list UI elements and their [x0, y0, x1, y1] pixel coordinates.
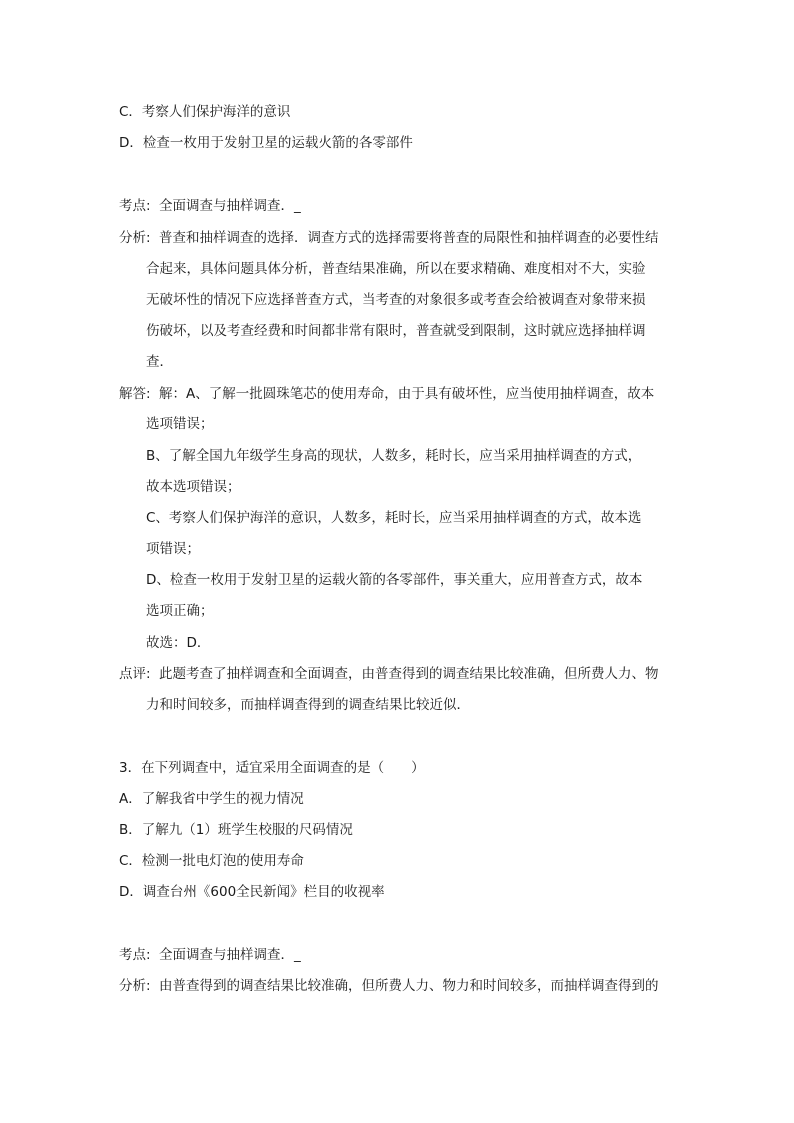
q2-dianping: [119, 664, 659, 684]
q3-option-d: D．调查台州《600全民新闻》栏目的收视率: [119, 884, 385, 900]
fenxi-line: 查．: [146, 354, 173, 370]
q2-kaodian: [119, 196, 301, 216]
fenxi-label: 分析:: [119, 978, 151, 994]
jieda-line: 项错误；: [146, 541, 200, 557]
jieda-line: 选项正确；: [146, 603, 214, 619]
q3-option-a: A．了解我省中学生的视力情况: [119, 791, 304, 807]
q3-fenxi: [119, 976, 659, 996]
kaodian-text: 全面调查与抽样调查．_: [159, 947, 301, 963]
jieda-line: D、检查一枚用于发射卫星的运载火箭的各零部件，事关重大，应用普查方式，故本: [146, 572, 643, 588]
dianping-label: 点评:: [119, 666, 151, 682]
kaodian-label: 考点:: [119, 198, 151, 214]
jieda-line: 选项错误；: [146, 416, 214, 432]
jieda-line: 解：A、了解一批圆珠笔芯的使用寿命，由于具有破坏性，应当使用抽样调查，故本: [159, 386, 655, 402]
q3-stem: 3．在下列调查中，适宜采用全面调查的是（ ）: [119, 760, 425, 776]
fenxi-line: 伤破坏，以及考查经费和时间都非常有限时，普查就受到限制，这时就应选择抽样调: [146, 323, 646, 339]
dianping-line: 力和时间较多，而抽样调查得到的调查结果比较近似．: [146, 697, 470, 713]
jieda-line: C、考察人们保护海洋的意识，人数多，耗时长，应当采用抽样调查的方式，故本选: [146, 510, 642, 526]
q2-jieda: [119, 384, 654, 404]
fenxi-label: 分析:: [119, 230, 151, 246]
kaodian-label: 考点:: [119, 947, 151, 963]
fenxi-line: 由普查得到的调查结果比较准确，但所费人力、物力和时间较多，而抽样调查得到的: [159, 978, 659, 994]
q3-option-c: C．检测一批电灯泡的使用寿命: [119, 853, 304, 869]
dianping-line: 此题考查了抽样调查和全面调查，由普查得到的调查结果比较准确，但所费人力、物: [159, 666, 659, 682]
fenxi-line: 无破坏性的情况下应选择普查方式，当考查的对象很多或考查会给被调查对象带来损: [146, 292, 646, 308]
q3-option-b: B．了解九（1）班学生校服的尺码情况: [119, 822, 353, 838]
jieda-line: 故本选项错误；: [146, 479, 241, 495]
q3-kaodian: [119, 945, 301, 965]
fenxi-line: 普查和抽样调查的选择．调查方式的选择需要将普查的局限性和抽样调查的必要性结: [159, 230, 659, 246]
q2-option-d: D．检查一枚用于发射卫星的运载火箭的各零部件: [119, 135, 413, 151]
jieda-line: B、了解全国九年级学生身高的现状，人数多，耗时长，应当采用抽样调查的方式，: [146, 448, 642, 464]
jieda-line: 故选：D．: [146, 635, 211, 651]
fenxi-line: 合起来，具体问题具体分析，普查结果准确，所以在要求精确、难度相对不大，实验: [146, 261, 646, 277]
q2-fenxi: [119, 228, 659, 248]
q2-option-c: C．考察人们保护海洋的意识: [119, 104, 291, 120]
jieda-label: 解答:: [119, 386, 151, 402]
kaodian-text: 全面调查与抽样调查．_: [159, 198, 301, 214]
